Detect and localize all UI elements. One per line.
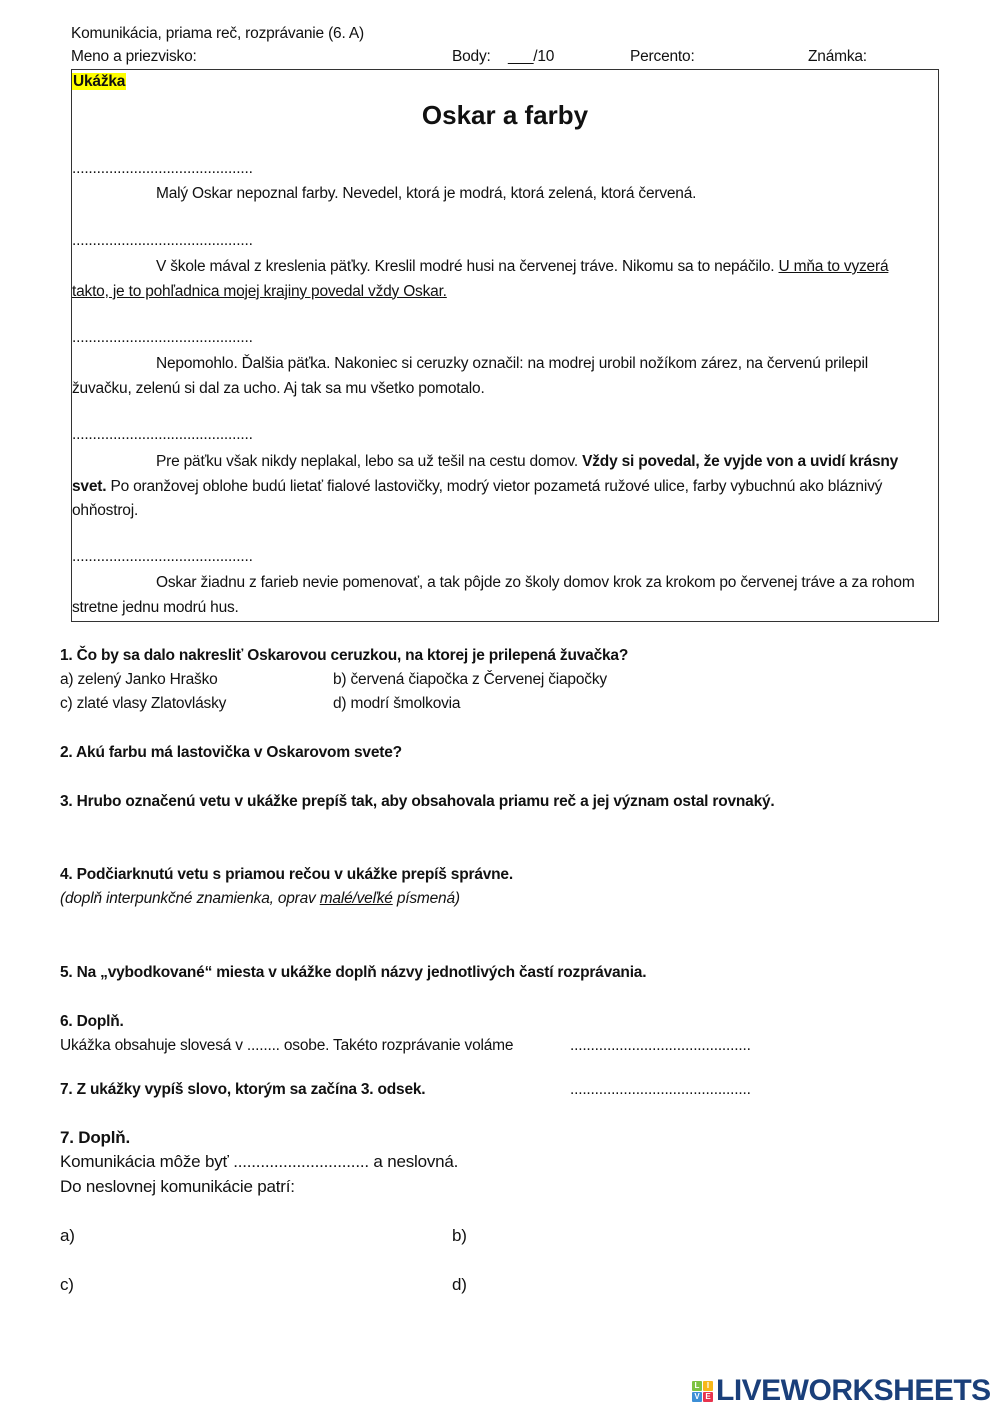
- question-6-blank[interactable]: ............................................: [570, 1037, 751, 1054]
- hint-text: písmená): [392, 890, 460, 907]
- question-7b-line1[interactable]: Komunikácia môže byť .............................. a neslovná.: [60, 1152, 459, 1171]
- paragraph-text: V škole mával z kreslenia päťky. Kreslil modré husi na červenej tráve. Nikomu sa to nepáčilo.: [156, 258, 779, 275]
- answer-option-d[interactable]: d) modrí šmolkovia: [333, 695, 461, 712]
- subject-heading: Komunikácia, priama reč, rozprávanie (6. A): [71, 25, 364, 42]
- blank-dots[interactable]: ............................................: [72, 232, 253, 249]
- percent-label: Percento:: [630, 48, 695, 65]
- answer-slot-b[interactable]: b): [452, 1226, 467, 1245]
- live-blocks-icon: [692, 1381, 713, 1402]
- answer-option-b[interactable]: b) červená čiapočka z Červenej čiapočky: [333, 671, 607, 688]
- question-5: 5. Na „vybodkované“ miesta v ukážke doplň názvy jednotlivých častí rozprávania.: [60, 964, 647, 981]
- question-3: 3. Hrubo označenú vetu v ukážke prepíš tak, aby obsahovala priamu reč a jej význam ostal rovnaký.: [60, 793, 775, 810]
- liveworksheets-logo: [692, 1374, 991, 1408]
- name-label: Meno a priezvisko:: [71, 48, 197, 65]
- paragraph-3: [72, 352, 928, 401]
- paragraph-4: [72, 450, 928, 524]
- answer-slot-d[interactable]: d): [452, 1275, 467, 1294]
- paragraph-2: [72, 255, 928, 304]
- paragraph-text: Po oranžovej oblohe budú lietať fialové lastovičky, modrý vietor pozametá ružové ulice, farby vybuchnú ako bláznivý ohňostroj.: [72, 477, 883, 519]
- bold-sentence: Vždy si povedal, že vyjde von a uvidí krásny svet.: [72, 453, 899, 495]
- excerpt-box: [71, 69, 939, 622]
- question-7b: 7. Doplň.: [60, 1128, 130, 1147]
- paragraph-text: Oskar žiadnu z farieb nevie pomenovať, a tak pôjde zo školy domov krok za krokom po červenej tráve a za rohom stretne jednu modrú hus.: [72, 574, 915, 616]
- excerpt-label: Ukážka: [73, 73, 126, 90]
- question-6-line: Ukážka obsahuje slovesá v ........ osobe. Takéto rozprávanie voláme: [60, 1037, 514, 1054]
- logo-letter: L: [692, 1381, 702, 1391]
- paragraph-text: Malý Oskar nepoznal farby. Nevedel, ktorá je modrá, ktorá zelená, ktorá červená.: [156, 185, 697, 202]
- question-4-hint: [60, 890, 460, 908]
- paragraph-text: Nepomohlo. Ďalšia päťka. Nakoniec si ceruzky označil: na modrej urobil nožíkom zárez, na červenú prilepil žuvačku, zelenú si dal za ucho. Aj tak sa mu všetko pomotalo.: [72, 355, 868, 397]
- question-7a: 7. Z ukážky vypíš slovo, ktorým sa začína 3. odsek.: [60, 1081, 426, 1098]
- answer-option-c[interactable]: c) zlaté vlasy Zlatovlásky: [60, 695, 227, 712]
- paragraph-1: [72, 182, 928, 207]
- grade-label: Známka:: [808, 48, 867, 65]
- question-7b-line2: Do neslovnej komunikácie patrí:: [60, 1177, 295, 1196]
- logo-letter: E: [703, 1392, 713, 1402]
- paragraph-5: [72, 571, 928, 620]
- answer-option-a[interactable]: a) zelený Janko Hraško: [60, 671, 218, 688]
- underlined-sentence: U mňa to vyzerá takto, je to pohľadnica mojej krajiny povedal vždy Oskar.: [72, 258, 889, 300]
- question-4: 4. Podčiarknutú vetu s priamou rečou v ukážke prepíš správne.: [60, 866, 513, 883]
- hint-underlined: malé/veľké: [319, 890, 393, 907]
- logo-letter: V: [692, 1392, 702, 1402]
- story-title: Oskar a farby: [421, 100, 589, 130]
- answer-slot-c[interactable]: c): [60, 1275, 74, 1294]
- blank-dots[interactable]: ............................................: [72, 329, 253, 346]
- question-7a-blank[interactable]: ............................................: [570, 1081, 751, 1098]
- logo-text: LIVEWORKSHEETS: [716, 1374, 991, 1407]
- points-label: Body:: [452, 48, 491, 65]
- answer-slot-a[interactable]: a): [60, 1226, 75, 1245]
- hint-text: (doplň interpunkčné znamienka, oprav: [60, 890, 320, 907]
- blank-dots[interactable]: ............................................: [72, 426, 253, 443]
- logo-letter: I: [703, 1381, 713, 1391]
- points-value: ___/10: [508, 48, 555, 65]
- question-6: 6. Doplň.: [60, 1013, 124, 1030]
- question-1: 1. Čo by sa dalo nakresliť Oskarovou ceruzkou, na ktorej je prilepená žuvačka?: [60, 647, 629, 664]
- blank-dots[interactable]: ............................................: [72, 548, 253, 565]
- blank-dots[interactable]: ............................................: [72, 160, 253, 177]
- paragraph-text: Pre päťku však nikdy neplakal, lebo sa už tešil na cestu domov.: [156, 453, 583, 470]
- question-2: 2. Akú farbu má lastovička v Oskarovom svete?: [60, 744, 402, 761]
